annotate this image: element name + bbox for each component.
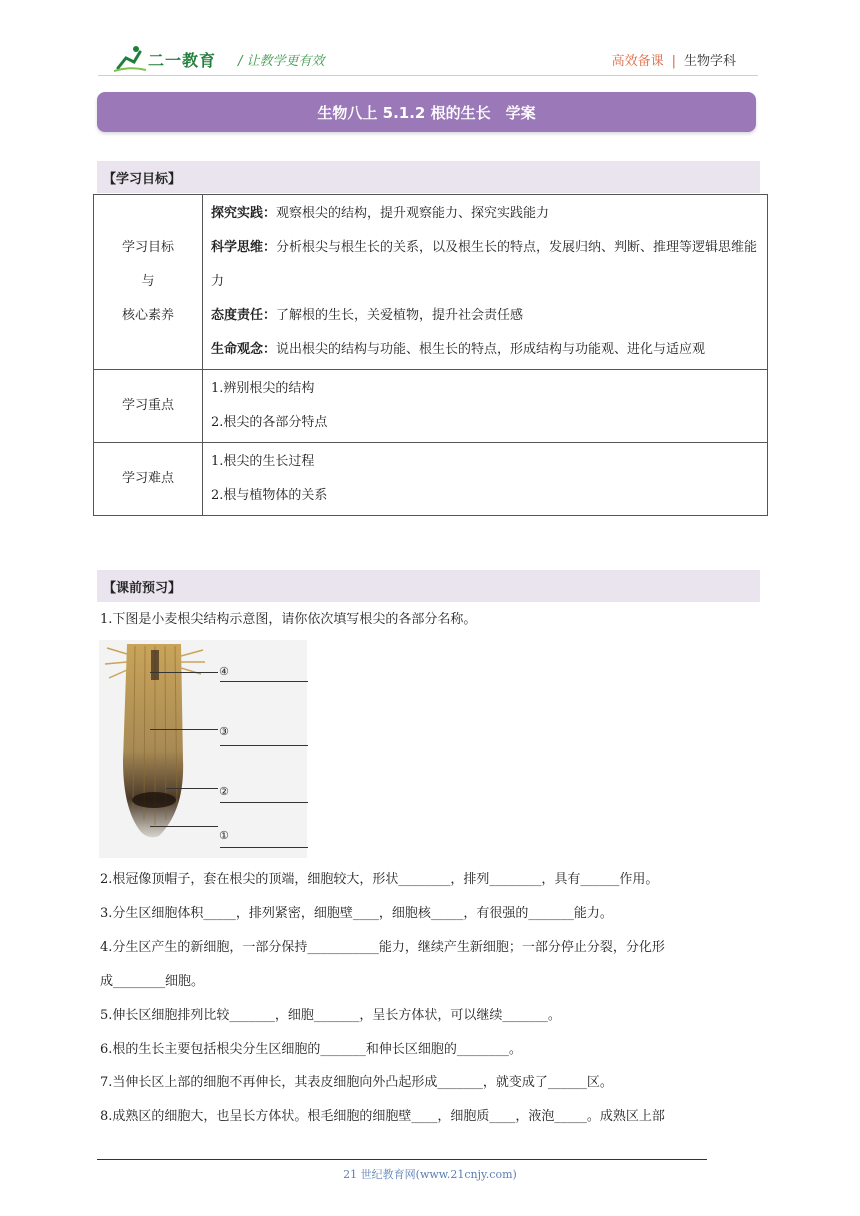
answer-blank-4[interactable] — [220, 681, 308, 682]
question-4-cont: 成________细胞。 — [100, 974, 205, 989]
table-row — [94, 195, 768, 370]
figure-label-4: ④ — [219, 665, 229, 678]
goal-item: 科学思维：分析根尖与根生长的关系，以及根生长的特点，发展归纳、判断、推理等逻辑思维能力 — [211, 240, 758, 289]
footer-divider — [97, 1159, 707, 1160]
difficulty-label-cell: 学习难点 — [94, 443, 203, 516]
figure-label-3: ③ — [219, 725, 229, 738]
answer-blank-3[interactable] — [220, 745, 308, 746]
focus-label-cell: 学习重点 — [94, 370, 203, 443]
leader-line — [150, 826, 218, 827]
answer-blank-1[interactable] — [220, 847, 308, 848]
figure-label-1: ① — [219, 829, 229, 842]
preview-heading: 【课前预习】 — [97, 570, 760, 602]
goals-content-cell — [203, 195, 768, 370]
goal-item: 态度责任：了解根的生长，关爱植物，提升社会责任感 — [211, 308, 524, 323]
list-item: 1.辨别根尖的结构 — [211, 381, 315, 396]
question-3: 3.分生区细胞体积_____，排列紧密，细胞壁____，细胞核_____，有很强的_______能力。 — [100, 906, 613, 921]
leader-line — [166, 788, 218, 789]
question-6: 6.根的生长主要包括根尖分生区细胞的_______和伸长区细胞的________。 — [100, 1042, 522, 1057]
table-row — [94, 443, 768, 516]
slogan: / 让教学更有效 — [238, 54, 325, 69]
header-divider — [98, 75, 758, 76]
goals-label-line: 与 — [141, 274, 155, 289]
question-8: 8.成熟区的细胞大，也呈长方体状。根毛细胞的细胞壁____，细胞质____，液泡_____。成熟区上部 — [100, 1109, 665, 1124]
goals-table — [93, 194, 768, 516]
question-2: 2.根冠像顶帽子，套在根尖的顶端，细胞较大，形状________，排列________，具有______作用。 — [100, 872, 659, 887]
header-separator: | — [671, 54, 676, 69]
list-item: 2.根与植物体的关系 — [211, 488, 328, 503]
question-1: 1.下图是小麦根尖结构示意图，请你依次填写根尖的各部分名称。 — [100, 612, 477, 627]
figure-label-2: ② — [219, 785, 229, 798]
goal-item: 探究实践：观察根尖的结构，提升观察能力、探究实践能力 — [211, 206, 550, 221]
page-title: 生物八上 5.1.2 根的生长 学案 — [97, 92, 756, 132]
focus-content-cell — [203, 370, 768, 443]
goal-item: 生命观念：说出根尖的结构与功能、根生长的特点，形成结构与功能观、进化与适应观 — [211, 342, 706, 357]
goals-label-line: 核心素养 — [121, 308, 174, 323]
header-tag-b: 生物学科 — [683, 54, 736, 69]
goals-label-cell — [94, 195, 203, 370]
question-5: 5.伸长区细胞排列比较_______，细胞_______，呈长方体状，可以继续_______。 — [100, 1008, 561, 1023]
list-item: 1.根尖的生长过程 — [211, 454, 315, 469]
header-tag-a: 高效备课 — [611, 54, 664, 69]
table-row — [94, 370, 768, 443]
difficulty-content-cell — [203, 443, 768, 516]
list-item: 2.根尖的各部分特点 — [211, 415, 328, 430]
footer-text: 21 世纪教育网(www.21cnjy.com) — [343, 1168, 517, 1181]
answer-blank-2[interactable] — [220, 802, 308, 803]
question-7: 7.当伸长区上部的细胞不再伸长，其表皮细胞向外凸起形成_______，就变成了______区。 — [100, 1075, 613, 1090]
leader-line — [150, 729, 218, 730]
header-right — [612, 50, 736, 69]
leader-line — [150, 672, 218, 673]
goals-label-line: 学习目标 — [121, 240, 174, 255]
goals-heading: 【学习目标】 — [97, 161, 760, 193]
question-4: 4.分生区产生的新细胞，一部分保持___________能力，继续产生新细胞；一部分停止分裂，分化形 — [100, 940, 665, 955]
logo-text: 二一教育 — [148, 51, 217, 70]
